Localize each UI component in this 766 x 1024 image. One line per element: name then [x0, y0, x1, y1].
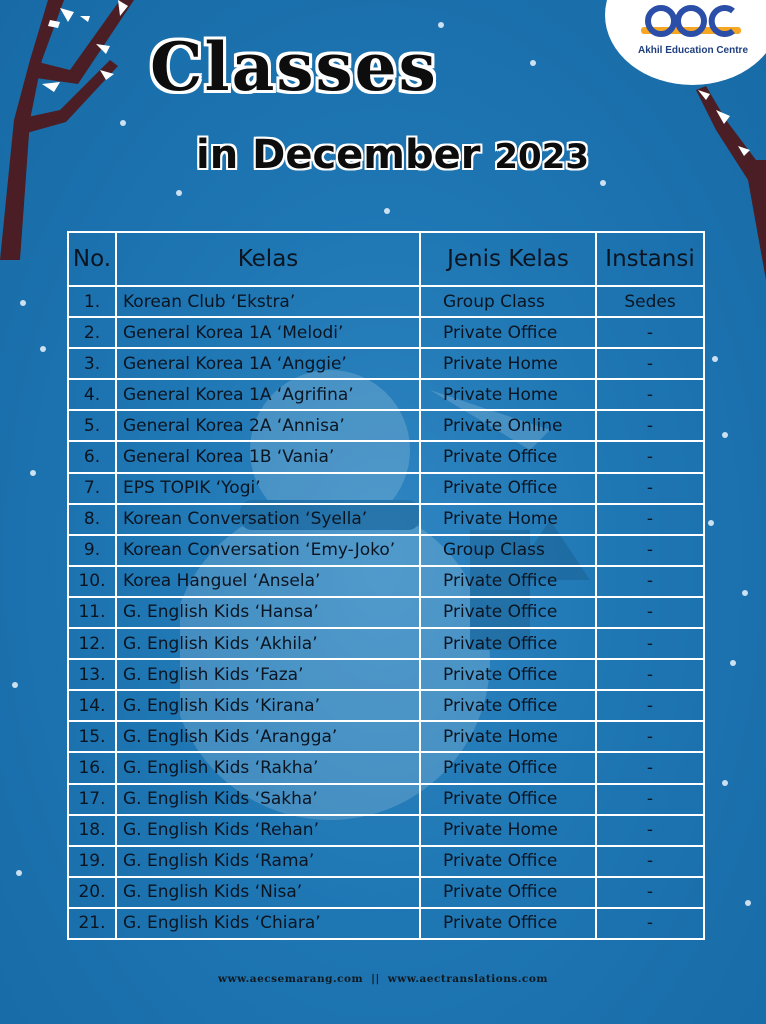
header-kelas: Kelas	[116, 232, 420, 286]
cell-no: 21.	[68, 908, 116, 939]
cell-instansi: -	[596, 379, 704, 410]
table-row	[68, 410, 704, 441]
cell-instansi: Sedes	[596, 286, 704, 317]
logo-badge	[605, 0, 766, 85]
cell-no: 3.	[68, 348, 116, 379]
cell-kelas: G. English Kids ‘Arangga’	[116, 721, 420, 752]
table-row	[68, 566, 704, 597]
cell-jenis-kelas: Private Office	[420, 752, 596, 783]
cell-jenis-kelas: Private Home	[420, 504, 596, 535]
snowflake	[30, 470, 36, 476]
snowflake	[176, 190, 182, 196]
cell-jenis-kelas: Private Home	[420, 379, 596, 410]
cell-no: 6.	[68, 441, 116, 472]
snowflake	[12, 682, 18, 688]
cell-jenis-kelas: Private Office	[420, 877, 596, 908]
table-row	[68, 815, 704, 846]
cell-instansi: -	[596, 504, 704, 535]
snowflake	[384, 208, 390, 214]
cell-jenis-kelas: Private Office	[420, 659, 596, 690]
snowflake	[742, 590, 748, 596]
cell-jenis-kelas: Group Class	[420, 286, 596, 317]
cell-no: 14.	[68, 690, 116, 721]
snowflake	[712, 356, 718, 362]
page-subtitle	[196, 132, 589, 178]
snowflake	[530, 60, 536, 66]
cell-instansi: -	[596, 410, 704, 441]
table-row	[68, 846, 704, 877]
cell-kelas: G. English Kids ‘Kirana’	[116, 690, 420, 721]
table-row	[68, 379, 704, 410]
cell-no: 19.	[68, 846, 116, 877]
cell-kelas: Korea Hanguel ‘Ansela’	[116, 566, 420, 597]
cell-no: 12.	[68, 628, 116, 659]
cell-instansi: -	[596, 566, 704, 597]
cell-jenis-kelas: Private Office	[420, 846, 596, 877]
cell-kelas: G. English Kids ‘Sakha’	[116, 784, 420, 815]
cell-no: 9.	[68, 535, 116, 566]
cell-instansi: -	[596, 628, 704, 659]
cell-kelas: Korean Conversation ‘Syella’	[116, 504, 420, 535]
table-row	[68, 597, 704, 628]
cell-kelas: G. English Kids ‘Akhila’	[116, 628, 420, 659]
page-title: Classes	[150, 28, 438, 106]
cell-instansi: -	[596, 721, 704, 752]
table-row	[68, 473, 704, 504]
snowflake	[20, 300, 26, 306]
table-header-row	[68, 232, 704, 286]
cell-instansi: -	[596, 752, 704, 783]
snowflake	[16, 870, 22, 876]
header-no: No.	[68, 232, 116, 286]
cell-kelas: G. English Kids ‘Faza’	[116, 659, 420, 690]
cell-no: 7.	[68, 473, 116, 504]
table-row	[68, 317, 704, 348]
cell-kelas: G. English Kids ‘Chiara’	[116, 908, 420, 939]
snowflake	[708, 520, 714, 526]
logo-name: Akhil Education Centre	[637, 45, 748, 56]
cell-instansi: -	[596, 317, 704, 348]
cell-jenis-kelas: Private Office	[420, 317, 596, 348]
cell-no: 17.	[68, 784, 116, 815]
cell-kelas: General Korea 1A ‘Agrifina’	[116, 379, 420, 410]
cell-no: 1.	[68, 286, 116, 317]
snowflake	[438, 22, 444, 28]
table-row	[68, 628, 704, 659]
cell-jenis-kelas: Private Home	[420, 815, 596, 846]
footer-links	[0, 973, 766, 985]
snowflake	[600, 180, 606, 186]
cell-no: 16.	[68, 752, 116, 783]
cell-instansi: -	[596, 348, 704, 379]
cell-no: 18.	[68, 815, 116, 846]
cell-no: 8.	[68, 504, 116, 535]
cell-jenis-kelas: Private Online	[420, 410, 596, 441]
cell-jenis-kelas: Private Home	[420, 348, 596, 379]
table-row	[68, 877, 704, 908]
footer-site-aectranslations: www.aectranslations.com	[387, 973, 548, 985]
cell-jenis-kelas: Private Office	[420, 566, 596, 597]
footer-site-aecsemarang: www.aecsemarang.com	[218, 973, 364, 985]
cell-jenis-kelas: Private Office	[420, 628, 596, 659]
table-row	[68, 441, 704, 472]
table-row	[68, 286, 704, 317]
cell-kelas: General Korea 1A ‘Melodi’	[116, 317, 420, 348]
table-row	[68, 752, 704, 783]
cell-kelas: G. English Kids ‘Rakha’	[116, 752, 420, 783]
cell-no: 10.	[68, 566, 116, 597]
cell-kelas: Korean Club ‘Ekstra’	[116, 286, 420, 317]
cell-kelas: General Korea 1B ‘Vania’	[116, 441, 420, 472]
cell-kelas: G. English Kids ‘Rama’	[116, 846, 420, 877]
table-row	[68, 908, 704, 939]
cell-kelas: General Korea 1A ‘Anggie’	[116, 348, 420, 379]
cell-kelas: G. English Kids ‘Nisa’	[116, 877, 420, 908]
subtitle-year: 2023	[494, 137, 590, 177]
cell-jenis-kelas: Private Office	[420, 597, 596, 628]
cell-jenis-kelas: Private Office	[420, 784, 596, 815]
snowflake	[40, 346, 46, 352]
cell-no: 4.	[68, 379, 116, 410]
cell-no: 2.	[68, 317, 116, 348]
table-row	[68, 784, 704, 815]
cell-jenis-kelas: Private Office	[420, 473, 596, 504]
cell-jenis-kelas: Private Office	[420, 690, 596, 721]
snowflake	[730, 660, 736, 666]
cell-kelas: General Korea 2A ‘Annisa’	[116, 410, 420, 441]
table-row	[68, 721, 704, 752]
cell-instansi: -	[596, 441, 704, 472]
footer-separator: ||	[371, 973, 380, 985]
header-instansi: Instansi	[596, 232, 704, 286]
cell-instansi: -	[596, 908, 704, 939]
table-row	[68, 504, 704, 535]
header-jenis-kelas: Jenis Kelas	[420, 232, 596, 286]
aec-logo-icon	[641, 3, 741, 43]
cell-instansi: -	[596, 535, 704, 566]
cell-instansi: -	[596, 846, 704, 877]
cell-jenis-kelas: Group Class	[420, 535, 596, 566]
cell-no: 20.	[68, 877, 116, 908]
cell-instansi: -	[596, 473, 704, 504]
table-row	[68, 535, 704, 566]
cell-jenis-kelas: Private Home	[420, 721, 596, 752]
cell-jenis-kelas: Private Office	[420, 908, 596, 939]
snowflake	[722, 780, 728, 786]
cell-jenis-kelas: Private Office	[420, 441, 596, 472]
snowflake	[745, 900, 751, 906]
cell-instansi: -	[596, 659, 704, 690]
subtitle-month: in December	[196, 132, 481, 178]
table-row	[68, 659, 704, 690]
classes-table	[67, 231, 705, 940]
cell-instansi: -	[596, 690, 704, 721]
cell-kelas: EPS TOPIK ‘Yogi’	[116, 473, 420, 504]
cell-kelas: G. English Kids ‘Rehan’	[116, 815, 420, 846]
cell-no: 15.	[68, 721, 116, 752]
cell-instansi: -	[596, 597, 704, 628]
cell-kelas: Korean Conversation ‘Emy-Joko’	[116, 535, 420, 566]
snowflake	[722, 432, 728, 438]
cell-kelas: G. English Kids ‘Hansa’	[116, 597, 420, 628]
table-row	[68, 690, 704, 721]
left-tree-illustration	[0, 0, 140, 260]
cell-instansi: -	[596, 784, 704, 815]
cell-instansi: -	[596, 815, 704, 846]
cell-no: 11.	[68, 597, 116, 628]
cell-instansi: -	[596, 877, 704, 908]
cell-no: 13.	[68, 659, 116, 690]
cell-no: 5.	[68, 410, 116, 441]
table-row	[68, 348, 704, 379]
